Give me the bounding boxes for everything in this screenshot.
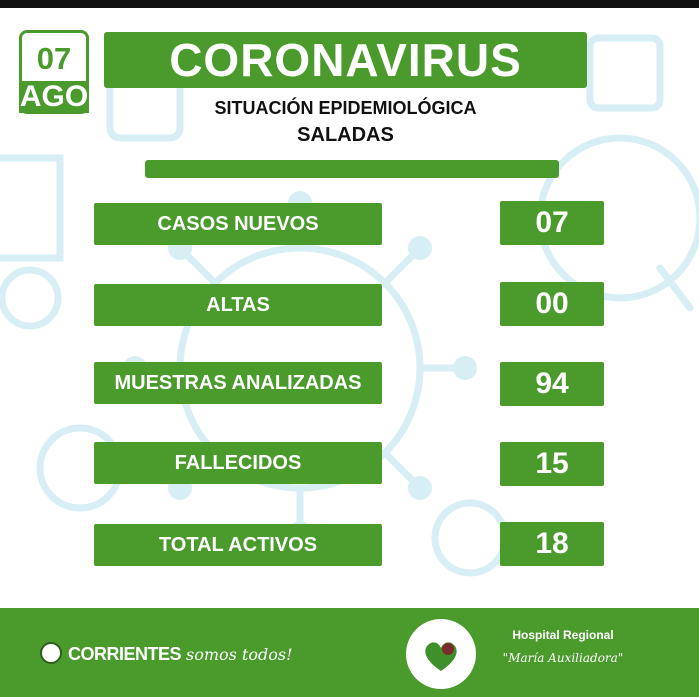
divider-bar [145,160,559,178]
stat-value-muestras: 94 [500,362,604,406]
stat-value-altas: 00 [500,282,604,326]
stat-value-total-activos: 18 [500,522,604,566]
stat-label-muestras: MUESTRAS ANALIZADAS [94,362,382,404]
corrientes-logo-icon [40,642,62,664]
stat-label-altas: ALTAS [94,284,382,326]
brand-slogan: somos todos! [186,645,293,664]
stat-label-total-activos: TOTAL ACTIVOS [94,524,382,566]
date-day: 07 [36,41,72,76]
stat-value-casos-nuevos: 07 [500,201,604,245]
date-badge [19,30,89,114]
page-title: CORONAVIRUS [104,32,587,88]
page-subtitle: SITUACIÓN EPIDEMIOLÓGICA [214,98,477,118]
stat-value-fallecidos: 15 [500,442,604,486]
location-label: SALADAS [297,124,394,146]
footer [0,608,699,697]
brand-name: CORRIENTES [68,644,182,664]
stat-label-casos-nuevos: CASOS NUEVOS [94,203,382,245]
hospital-subtitle: "María Auxiliadora" [502,651,624,665]
stat-label-fallecidos: FALLECIDOS [94,442,382,484]
hospital-logo-icon [406,619,476,689]
hospital-name: Hospital Regional [512,628,614,642]
date-month: AGO [19,80,89,113]
top-border [0,0,699,8]
